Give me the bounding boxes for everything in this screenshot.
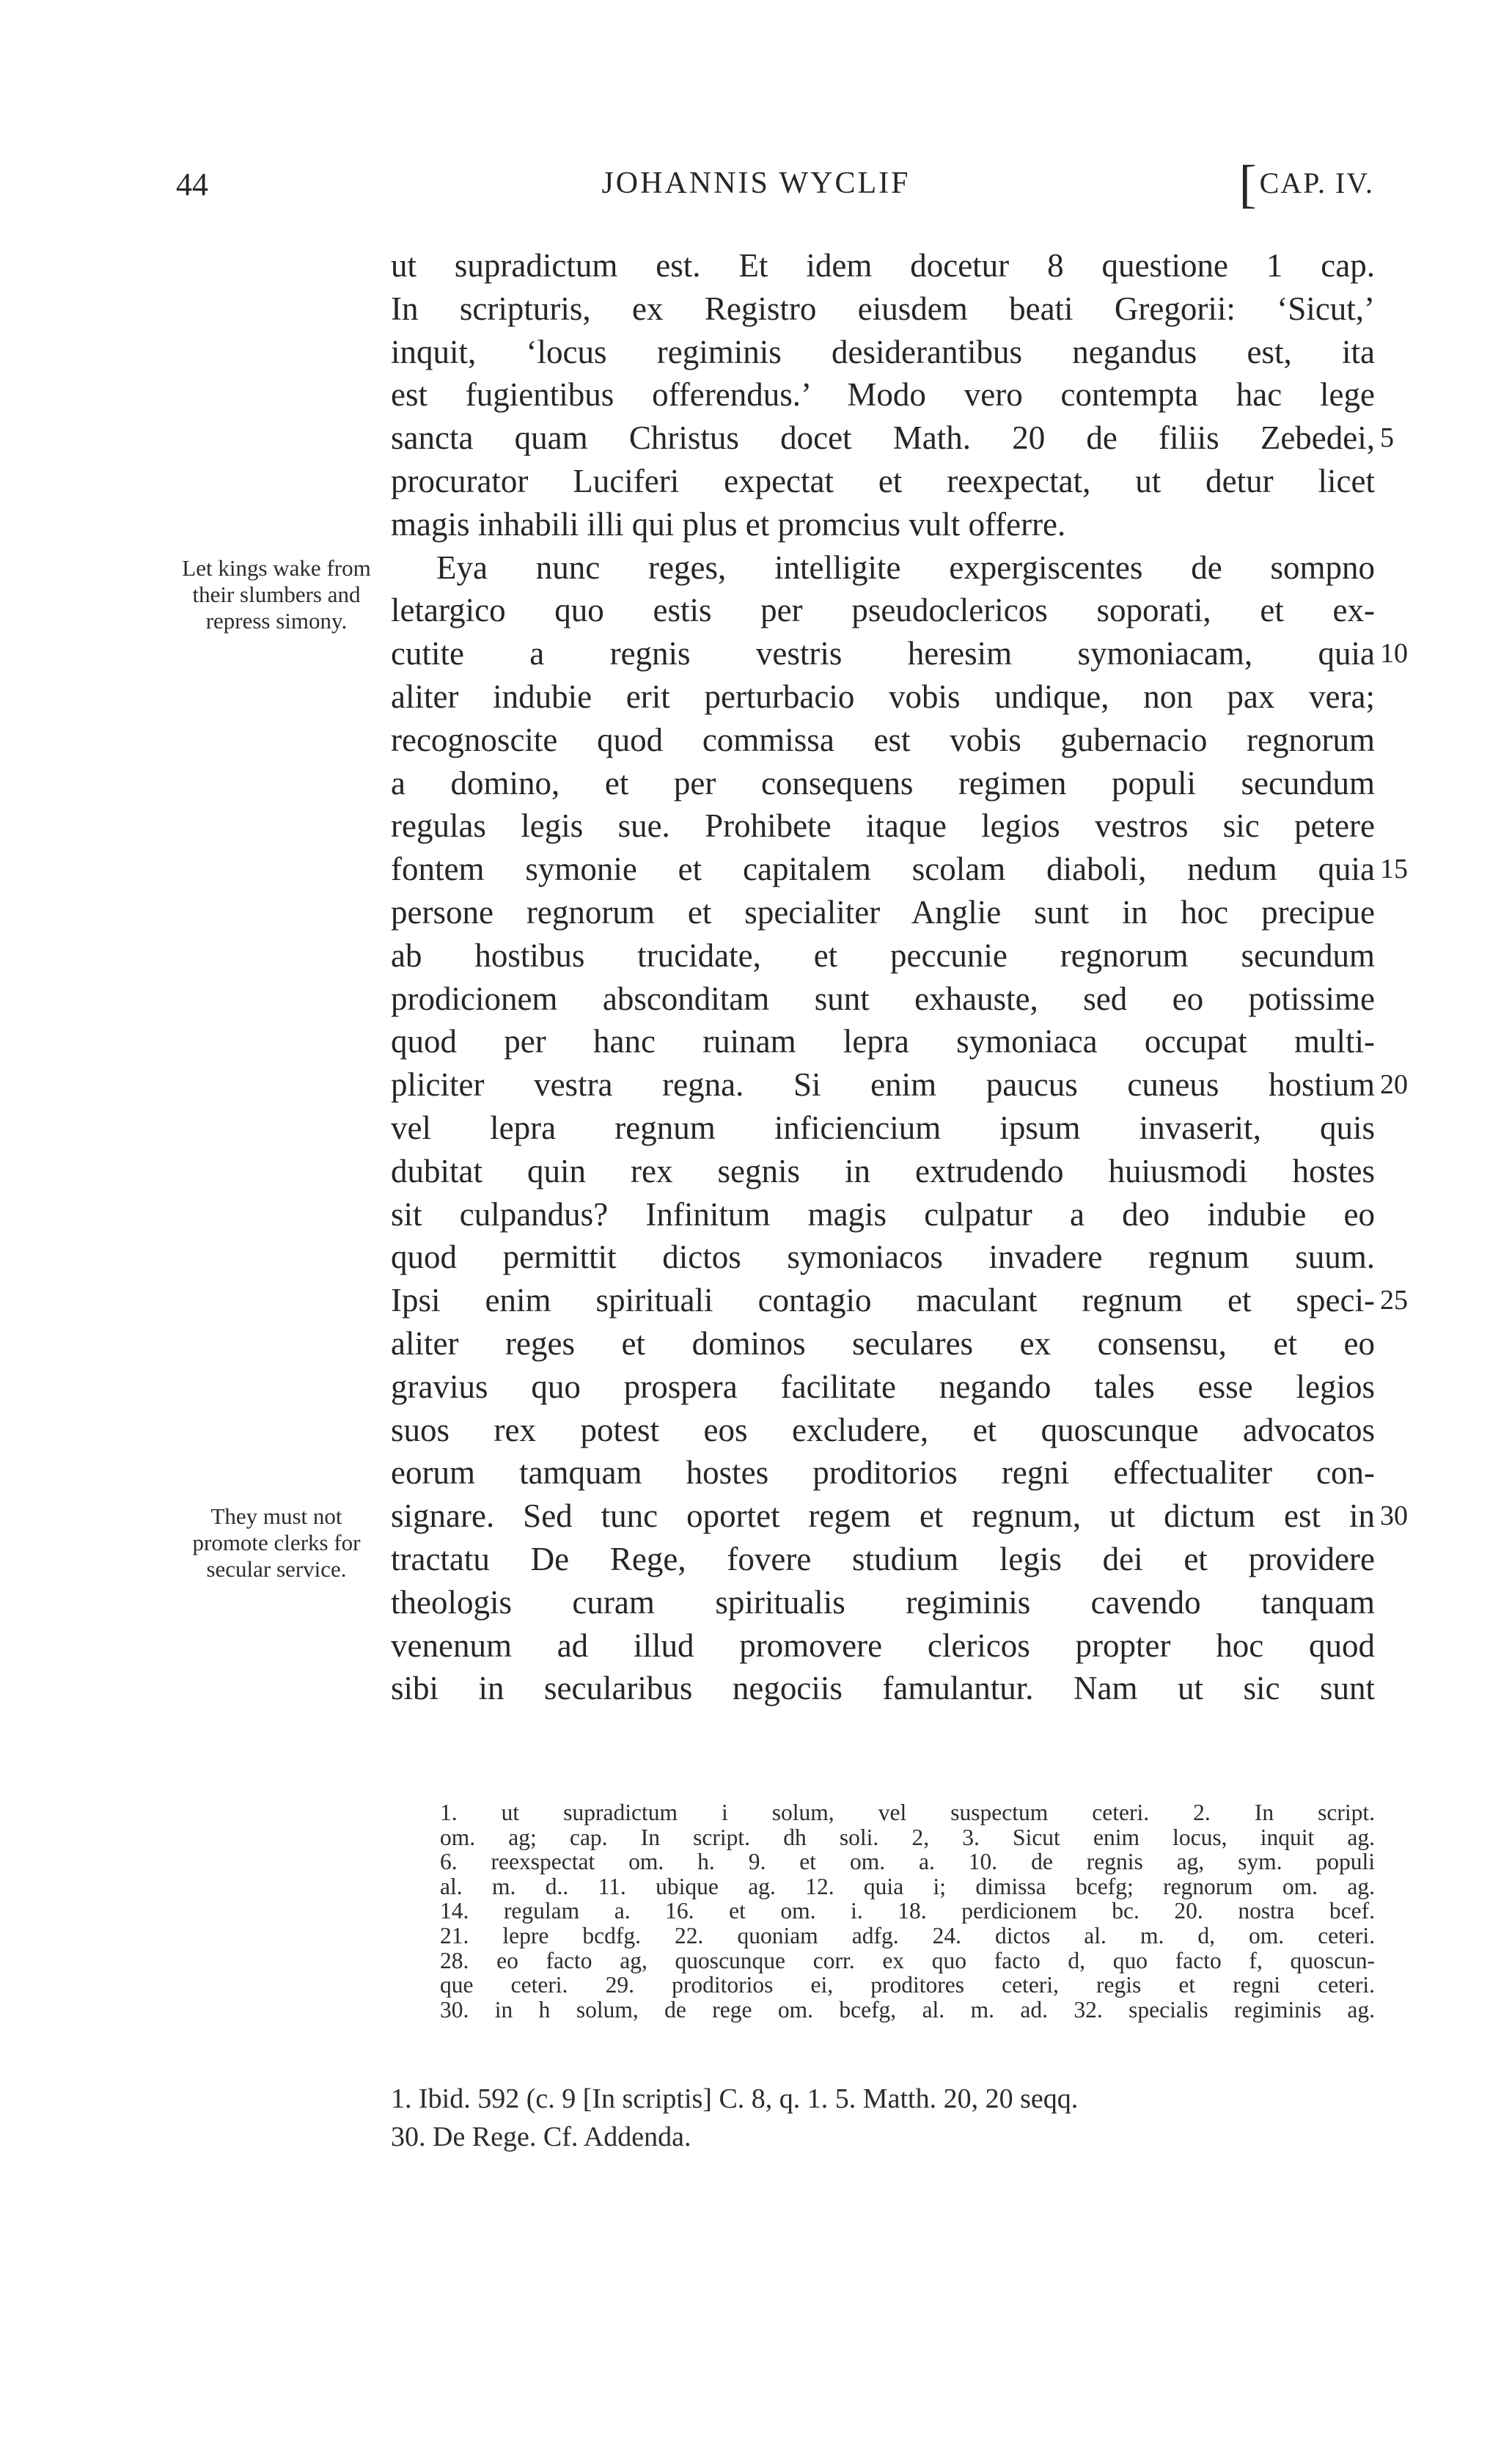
line-number: 10 (1380, 638, 1408, 669)
chapter-reference (1238, 155, 1374, 213)
page-header (0, 147, 1512, 213)
line-number: 15 (1380, 854, 1408, 884)
bracket-glyph: [ (1238, 155, 1258, 213)
page-number: 44 (176, 166, 208, 202)
text-line: venenum ad illud promovere clericos propter hoc quod (391, 1627, 1375, 1664)
text-line: Eya nunc reges, intelligite expergiscentes de sompno (436, 549, 1375, 586)
text-line: regulas legis sue. Prohibete itaque legios vestros sic petere (391, 807, 1375, 845)
apparatus-line: que ceteri. 29. proditorios ei, proditores ceteri, regis et regni ceteri. (440, 1972, 1375, 1998)
sidenote: They must not promote clerks for secular service. (192, 1503, 361, 1582)
apparatus-line: om. ag; cap. In script. dh soli. 2, 3. Sicut enim locus, inquit ag. (440, 1824, 1375, 1850)
line-number: 5 (1380, 422, 1394, 453)
reference-line: 30. De Rege. Cf. Addenda. (391, 2122, 691, 2152)
text-line: magis inhabili illi qui plus et promcius vult offerre. (391, 505, 1066, 543)
sidenote: Let kings wake from their slumbers and repress simony. (182, 555, 371, 634)
text-line: procurator Luciferi expectat et reexpectat, ut detur licet (391, 462, 1375, 499)
text-line: sit culpandus? Infinitum magis culpatur a deo indubie eo (391, 1195, 1375, 1233)
text-line: vel lepra regnum inficiencium ipsum invaserit, quis (391, 1109, 1375, 1146)
text-line: prodicionem absconditam sunt exhauste, sed eo potissime (391, 980, 1375, 1017)
line-number: 20 (1380, 1069, 1408, 1100)
text-line: persone regnorum et specialiter Anglie sunt in hoc precipue (391, 893, 1375, 931)
apparatus-line: 14. regulam a. 16. et om. i. 18. perdicionem bc. 20. nostra bcef. (440, 1898, 1375, 1924)
apparatus-line: 28. eo facto ag, quoscunque corr. ex quo facto d, quo facto f, quoscun- (440, 1947, 1375, 1973)
text-line: pliciter vestra regna. Si enim paucus cuneus hostium (391, 1066, 1375, 1104)
text-line: signare. Sed tunc oportet regem et regnum, ut dictum est in (391, 1497, 1375, 1535)
text-line: tractatu De Rege, fovere studium legis dei et providere (391, 1540, 1375, 1577)
text-line: letargico quo estis per pseudoclericos soporati, et ex- (391, 592, 1375, 629)
apparatus-line: 21. lepre bcdfg. 22. quoniam adfg. 24. dictos al. m. d, om. ceteri. (440, 1922, 1375, 1948)
critical-apparatus (440, 1800, 1375, 2022)
text-line: ab hostibus trucidate, et peccunie regnorum secundum (391, 936, 1375, 974)
apparatus-line: 30. in h solum, de rege om. bcefg, al. m. ad. 32. specialis regiminis ag. (440, 1996, 1375, 2023)
text-line: gravius quo prospera facilitate negando tales esse legios (391, 1368, 1375, 1405)
text-line: a domino, et per consequens regimen populi secundum (391, 764, 1375, 802)
text-line: recognoscite quod commissa est vobis gubernacio regnorum (391, 721, 1375, 758)
text-line: sancta quam Christus docet Math. 20 de filiis Zebedei, (391, 419, 1375, 457)
text-line: ut supradictum est. Et idem docetur 8 questione 1 cap. (391, 247, 1375, 284)
reference-line: 1. Ibid. 592 (c. 9 [In scriptis] C. 8, q. 1. 5. Matth. 20, 20 seqq. (391, 2083, 1079, 2114)
apparatus-line: al. m. d.. 11. ubique ag. 12. quia i; dimissa bcefg; regnorum om. ag. (440, 1873, 1375, 1899)
line-number: 30 (1380, 1500, 1408, 1531)
source-references (391, 2080, 1375, 2156)
text-line: eorum tamquam hostes proditorios regni effectualiter con- (391, 1454, 1375, 1492)
text-line: aliter indubie erit perturbacio vobis undique, non pax vera; (391, 678, 1375, 715)
apparatus-line: 1. ut supradictum i solum, vel suspectum ceteri. 2. In script. (440, 1800, 1375, 1825)
main-text (391, 244, 1375, 1710)
text-line: inquit, ‘locus regiminis desiderantibus negandus est, ita (391, 333, 1375, 370)
chapter-label: CAP. IV. (1259, 166, 1374, 199)
text-line: aliter reges et dominos seculares ex consensu, et eo (391, 1324, 1375, 1362)
line-number: 25 (1380, 1285, 1408, 1316)
text-line: quod permittit dictos symoniacos invadere regnum suum. (391, 1239, 1375, 1276)
apparatus-line: 6. reexspectat om. h. 9. et om. a. 10. de regnis ag, sym. populi (440, 1849, 1375, 1875)
text-line: cutite a regnis vestris heresim symoniacam, quia (391, 635, 1375, 672)
text-line: fontem symonie et capitalem scolam diaboli, nedum quia (391, 851, 1375, 888)
text-line: In scripturis, ex Registro eiusdem beati Gregorii: ‘Sicut,’ (391, 290, 1375, 327)
running-title: JOHANNIS WYCLIF (601, 166, 911, 200)
text-line: quod per hanc ruinam lepra symoniaca occupat multi- (391, 1023, 1375, 1060)
text-line: est fugientibus offerendus.’ Modo vero contempta hac lege (391, 376, 1375, 414)
text-line: theologis curam spiritualis regiminis cavendo tanquam (391, 1583, 1375, 1621)
text-line: Ipsi enim spirituali contagio maculant regnum et speci- (391, 1282, 1375, 1319)
text-line: dubitat quin rex segnis in extrudendo huiusmodi hostes (391, 1152, 1375, 1189)
text-line: suos rex potest eos excludere, et quoscunque advocatos (391, 1411, 1375, 1448)
text-line: sibi in secularibus negociis famulantur. Nam ut sic sunt (391, 1670, 1375, 1707)
